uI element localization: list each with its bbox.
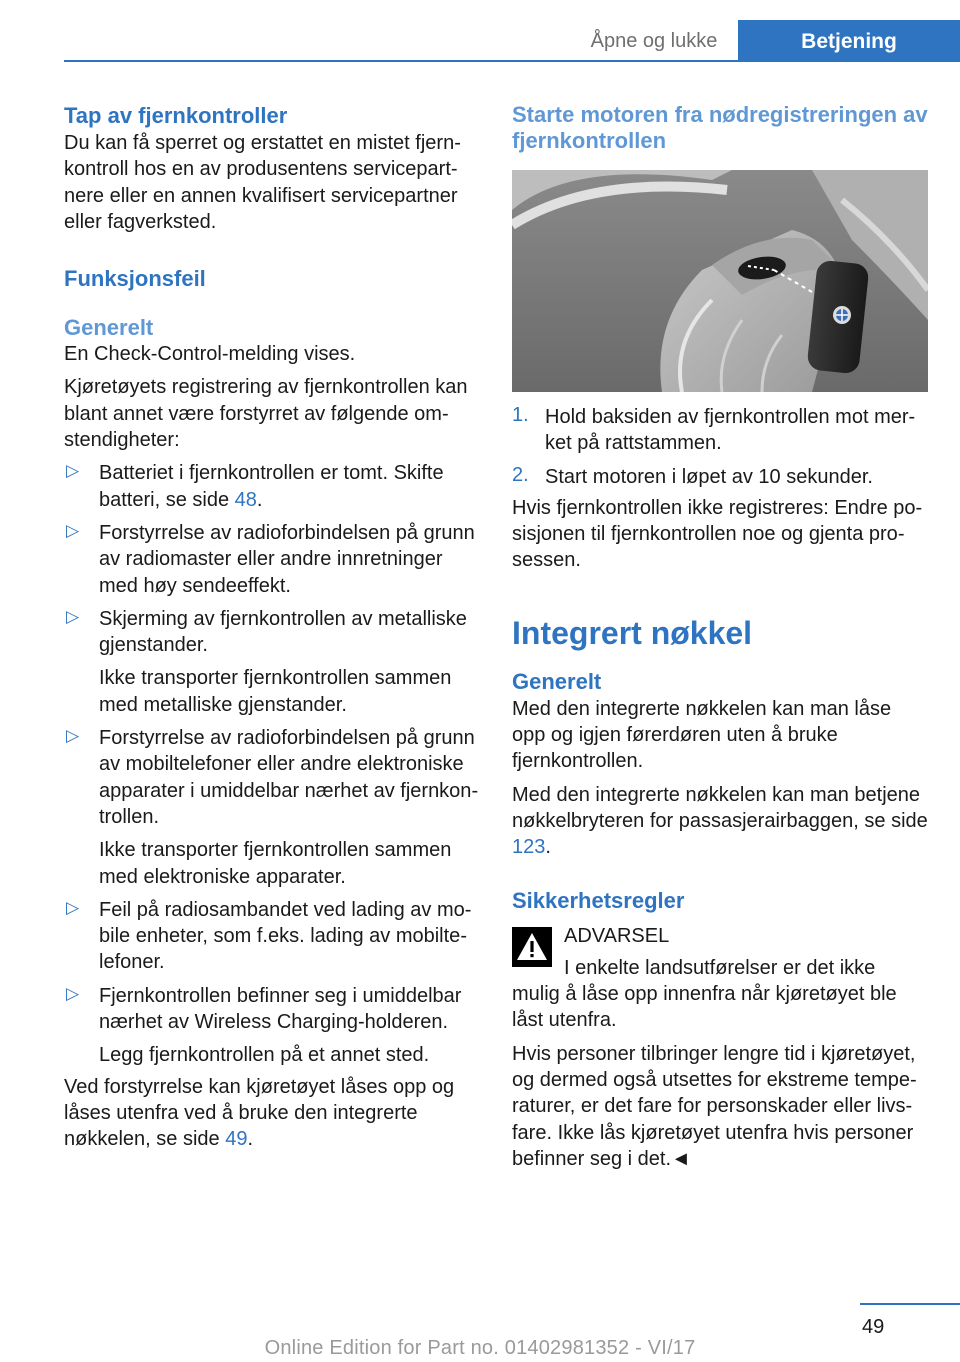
triangle-bullet-icon: ▷ [66,726,80,746]
key-paragraph-1: Med den integrerte nøkkelen kan man låse opp og igjen førerdøren uten å bruke fjernkontrollen. [512,697,892,773]
list-item-note: Ikke transporter fjernkontrollen sammen med metalliske gjenstander. [99,667,452,716]
edition-footer: Online Edition for Part no. 01402981352 - VI/17 [264,1337,696,1359]
list-item: ▷ Skjerming av fjernkontrollen av metalliske gjenstander. Ikke transporter fjernkontrollen sammen med metalliske gjenstander. [64,606,480,718]
triangle-bullet-icon: ▷ [66,897,80,917]
list-item: ▷ Fjernkontrollen befinner seg i umiddelbar nærhet av Wireless Charging-holderen. Legg fjernkontrollen på et annet sted. [64,983,480,1069]
integrated-key-heading: Integrert nøkkel [512,614,753,651]
list-item-note: Legg fjernkontrollen på et annet sted. [99,1044,430,1067]
right-column [512,102,928,1172]
page-link-123[interactable]: 123 [512,836,546,859]
footer-rule [860,1303,960,1305]
page-link-49[interactable]: 49 [225,1128,248,1151]
general-paragraph-2: Kjøretøyets registrering av fjernkontrollen kan blant annet være forstyrret av følgende omstendigheter: [64,376,468,452]
key-paragraph-2: Med den integrerte nøkkelen kan man betjene nøkkelbryteren for passasjerairbaggen, se side 123. [512,783,928,859]
general-paragraph-1: En Check-Control-melding vises. [64,343,356,366]
page-number: 49 [862,1316,885,1338]
list-item: ▷ Feil på radiosambandet ved lading av mobile enheter, som f.eks. lading av mobiltelefoner. [66,897,472,974]
emergency-start-heading: Starte motoren fra nødregistreringen av fjernkontrollen [512,102,928,153]
triangle-bullet-icon: ▷ [66,461,80,481]
list-item: ▷ Forstyrrelse av radioforbindelsen på grunn av radiomaster eller andre innretninger med høy sendeeffekt. [66,520,475,597]
header-rule [64,60,960,62]
warning-icon [512,927,552,967]
header-section-label: Åpne og lukke [590,30,718,52]
closing-paragraph: Ved forstyrrelse kan kjøretøyet låses opp og låses utenfra ved å bruke den integrerte nøkkelen, se side 49. [64,1075,455,1151]
safety-heading: Sikkerhetsregler [512,887,685,913]
left-column [64,102,480,1153]
triangle-bullet-icon: ▷ [66,520,80,540]
triangle-bullet-icon: ▷ [66,983,80,1003]
header-chapter-tab: Betjening [738,20,960,62]
list-item-note: Ikke transporter fjernkontrollen sammen med elektroniske apparater. [99,839,452,888]
general-heading: Generelt [64,315,154,341]
warning-text-2: Hvis personer tilbringer lengre tid i kjøretøyet, og dermed også utsettes for ekstreme temperaturer, er det fare for personskader eller livsfare. Ikke lås kjøretøyet utenfra hvis personer befinner seg i det.◄ [512,1042,917,1170]
lost-remote-heading: Tap av fjernkontroller [64,103,288,128]
list-item: ▷ Batteriet i fjernkontrollen er tomt. Skifte batteri, se side 48. [66,461,444,511]
warning-label: ADVARSEL [564,924,670,947]
steering-column-key-illustration [512,170,928,392]
step-item: 1. Hold baksiden av fjernkontrollen mot merket på rattstammen. [512,404,916,455]
page-link-48[interactable]: 48 [234,488,257,511]
malfunction-heading: Funksjonsfeil [64,266,206,292]
warning-text: I enkelte landsutførelser er det ikke mulig å låse opp innenfra når kjøretøyet ble låst utenfra. [512,956,897,1032]
lost-remote-text: Du kan få sperret og erstattet en mistet fjernkontroll hos en av produsentens servicepartnere eller en annen kvalifisert servicepartner eller fagverksted. [64,132,461,233]
start-note: Hvis fjernkontrollen ikke registreres: Endre posisjonen til fjernkontrollen noe og gjenta prosessen. [512,496,923,572]
triangle-bullet-icon: ▷ [66,606,80,626]
circumstance-list [64,460,480,1068]
start-steps [512,404,928,490]
warning-block [512,923,928,1034]
step-item: 2. Start motoren i løpet av 10 sekunder. [512,463,873,488]
key-general-heading: Generelt [512,668,602,694]
list-item: ▷ Forstyrrelse av radioforbindelsen på grunn av mobiltelefoner eller andre elektroniske apparater i umiddelbar nærhet av fjernkontrollen. Ikke transporter fjernkontrollen sammen med elektroniske apparater. [64,725,480,890]
